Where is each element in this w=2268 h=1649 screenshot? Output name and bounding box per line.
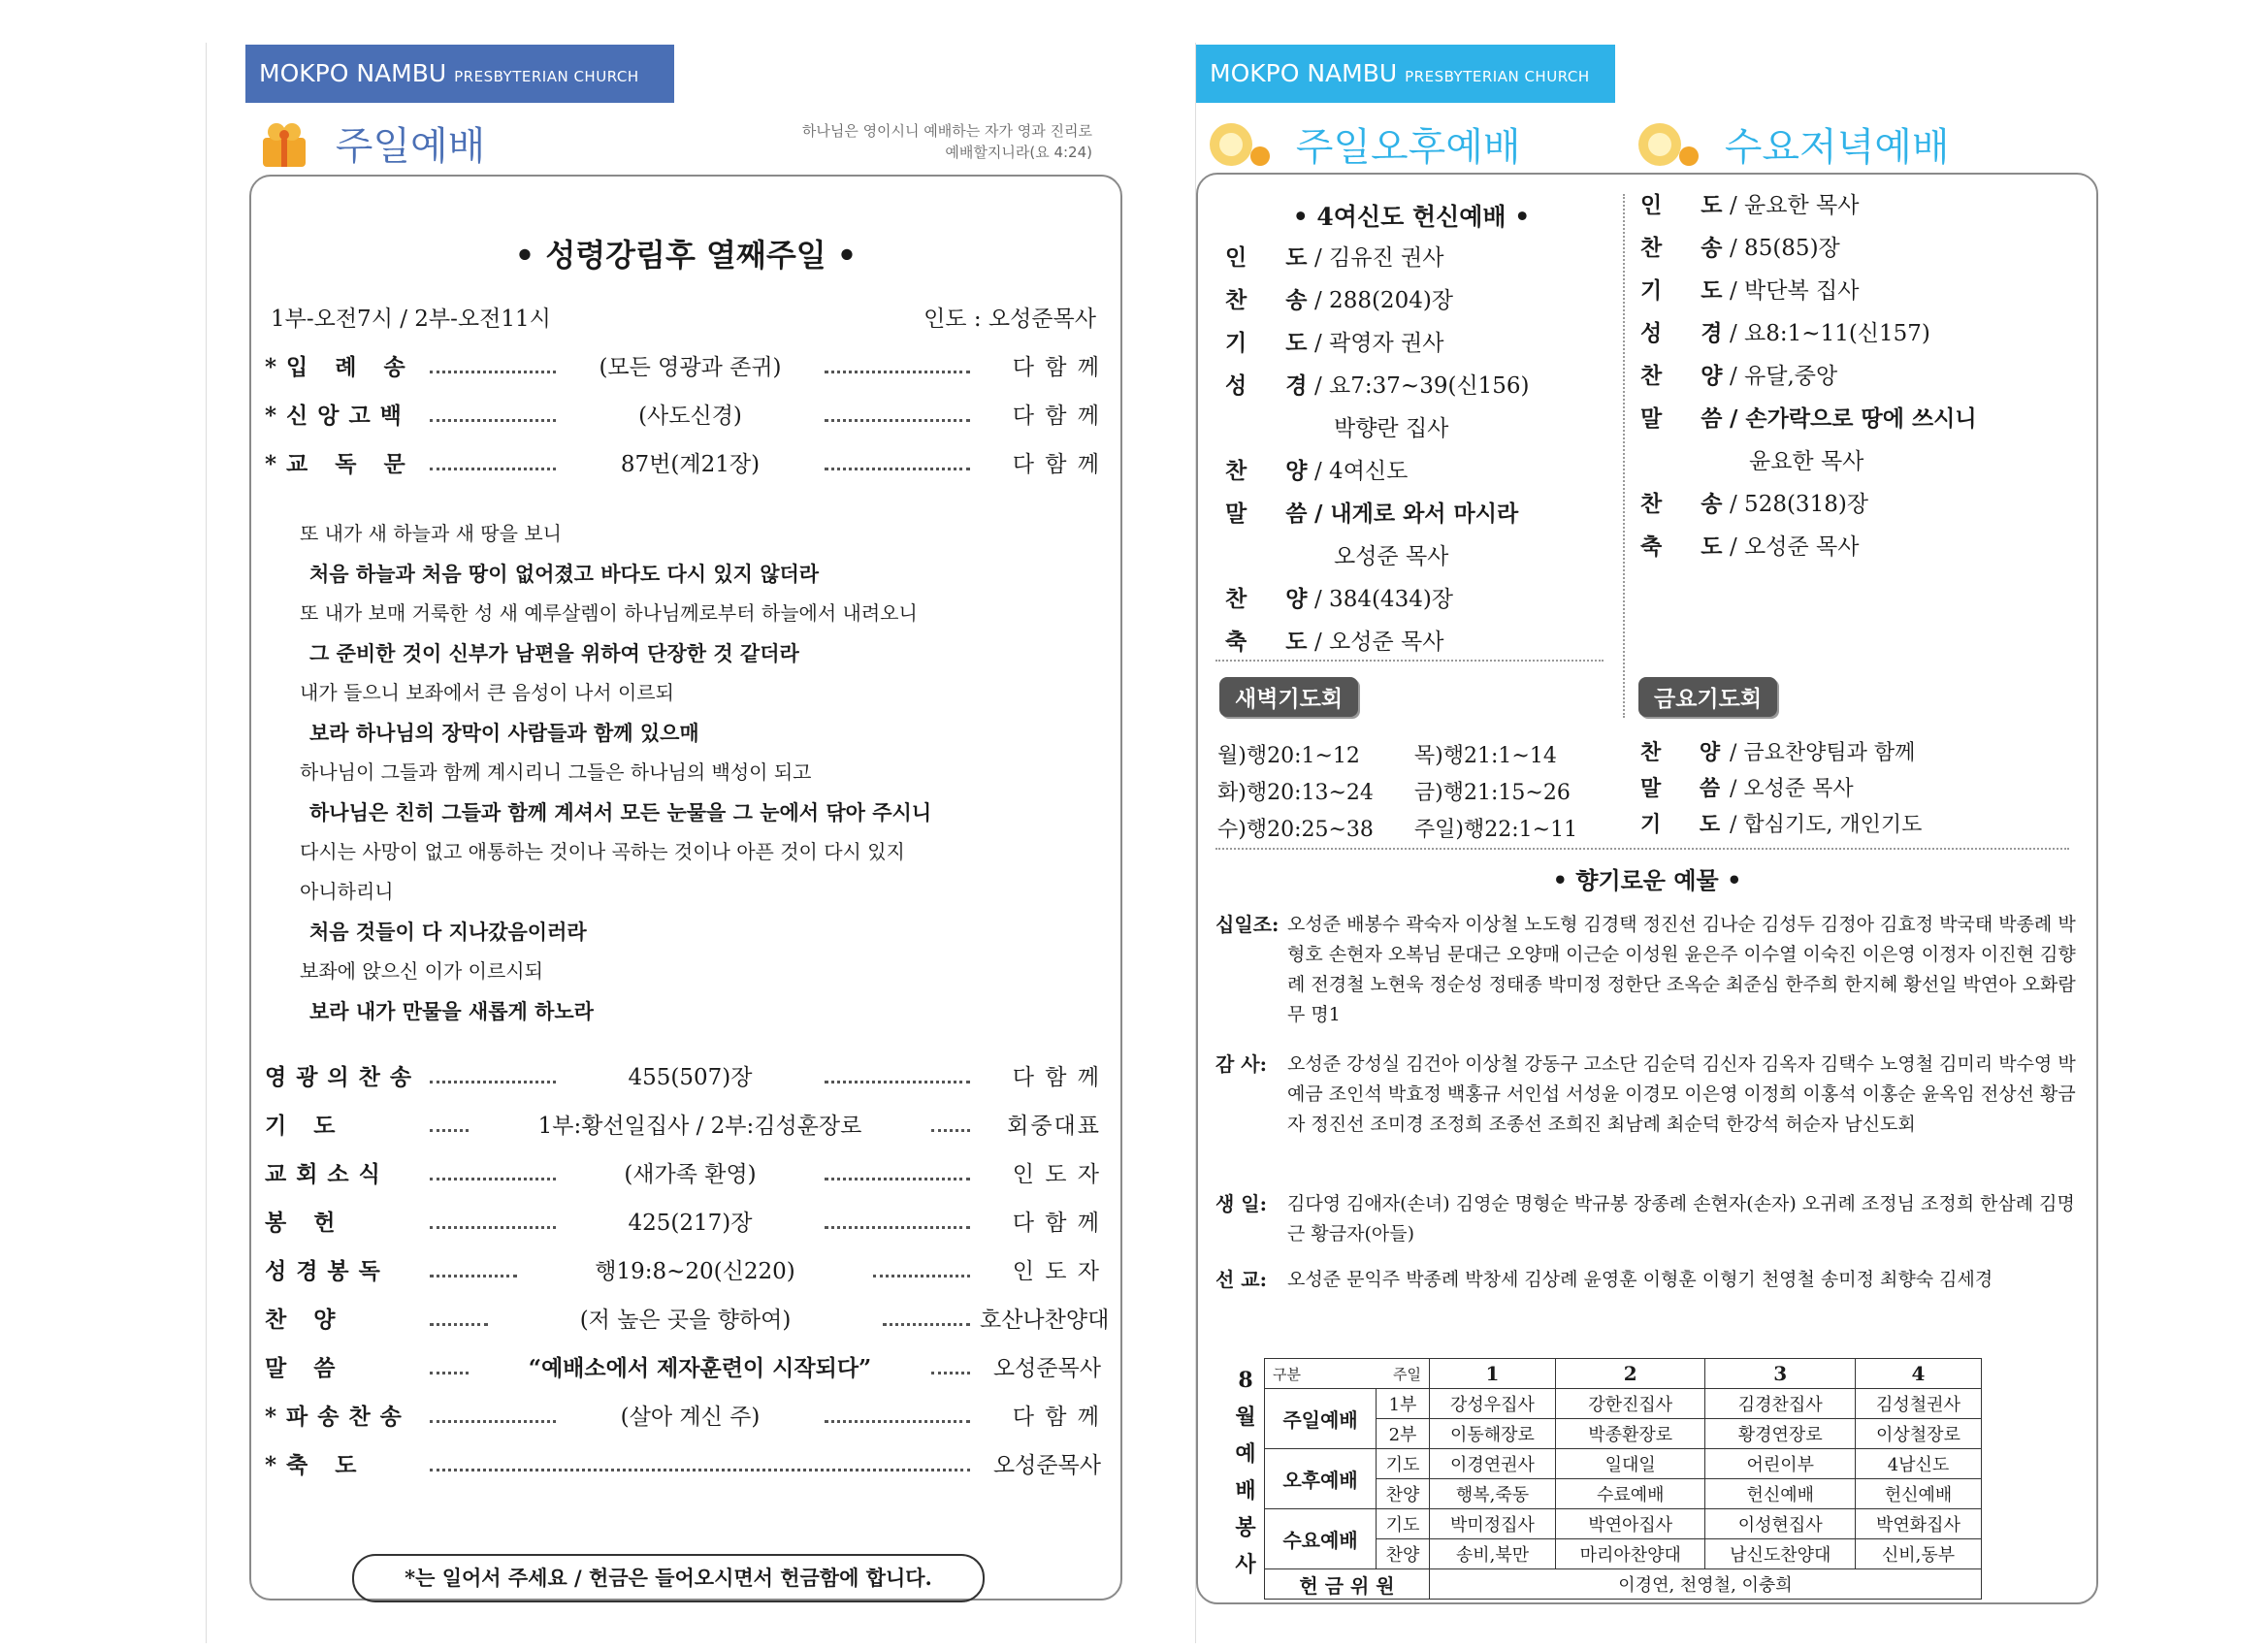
duty-cell: 이성현집사 (1705, 1509, 1856, 1539)
main-title: • 성령강림후 열째주일 • (514, 237, 858, 274)
sub-label: 기도 (1377, 1509, 1430, 1539)
order-line (265, 1249, 1101, 1288)
order-label: 말 씀 (1225, 501, 1323, 527)
reading-line: 하나님이 그들과 함께 계시리니 그들은 하나님의 백성이 되고 (300, 760, 812, 784)
order-value: / 김유진 권사 (1314, 245, 1444, 271)
leader-dots (430, 1261, 517, 1277)
duty-cell: 수료예배 (1555, 1479, 1705, 1509)
bible-verse (802, 120, 1092, 163)
order-row (1640, 227, 1977, 270)
sermon-title: / 손가락으로 땅에 쓰시니 (1730, 405, 1977, 432)
sub-label: 기도 (1377, 1449, 1430, 1479)
worship-order-box (249, 175, 1122, 1600)
committee-members: 이경연, 천영철, 이충희 (1430, 1569, 1982, 1600)
order-label: 말 씀 (1640, 776, 1736, 801)
reading-line: 또 내가 보매 거룩한 성 새 예루살렘이 하나님께로부터 하늘에서 내려오니 (300, 601, 918, 625)
afternoon-order (1225, 237, 1530, 663)
offering-names: 오성준 강성실 김건아 이상철 강동구 고소단 김순덕 김신자 김옥자 김택수 노영철 김미리 박수영 박예금 조인석 박효정 백홍규 서인섭 서성윤 이경모 이은영 이정희 이홍석 이홍순 윤옥임 전상선 황금자 정진선 조미경 조정희 조종선 조희진 최남례 최순덕 한강석 허순자 남신도회 (1287, 1053, 2076, 1135)
order-item: 87번(계21장) (620, 451, 761, 477)
schedule-row (1217, 813, 1616, 848)
order-value: / 윤요한 목사 (1730, 193, 1860, 218)
order-value: / 85(85)장 (1730, 236, 1840, 261)
duty-cell: 이상철장로 (1856, 1419, 1982, 1449)
offering-label: 선 교: (1215, 1268, 1267, 1291)
order-label: 찬 양 (1225, 586, 1323, 612)
order-label: 봉 헌 (265, 1209, 345, 1236)
order-item: 행19:8~20(신220) (595, 1258, 795, 1284)
leader-dots (430, 1212, 556, 1229)
reading-line: 보좌에 앉으신 이가 이르시되 (300, 959, 543, 983)
service-name: 주일예배 (1265, 1389, 1377, 1449)
leader-dots (931, 1116, 970, 1132)
reading-line-response: 보라 내가 만물을 새롭게 하노라 (309, 999, 594, 1023)
order-item: 455(507)장 (628, 1064, 753, 1090)
duty-cell: 이경연권사 (1430, 1449, 1556, 1479)
duty-cell: 김성철권사 (1856, 1389, 1982, 1419)
week-header: 2 (1555, 1359, 1705, 1389)
duty-cell: 어린이부 (1705, 1449, 1856, 1479)
verse-line: 하나님은 영이시니 예배하는 자가 영과 진리로 (801, 122, 1092, 140)
order-label: 영광의찬송 (265, 1063, 422, 1090)
order-who: 회중대표 (1007, 1113, 1101, 1139)
section-title-text: 주일예배 (335, 124, 486, 169)
wednesday-order (1640, 184, 1977, 568)
right-page (1195, 43, 2118, 1643)
reading-line-response: 처음 것들이 다 지나갔음이러라 (309, 920, 587, 944)
order-label: 찬 송 (1225, 287, 1323, 313)
order-row (1640, 270, 1977, 312)
order-label: 교회소식 (265, 1160, 390, 1187)
order-row (1225, 322, 1530, 365)
church-banner (245, 45, 674, 103)
order-label: 찬 양 (1640, 363, 1738, 389)
offering-names: 오성준 배봉수 곽숙자 이상철 노도형 김경택 정진선 김나순 김성두 김정아 김효정 박국태 박종례 박형호 손현자 오복님 문대근 오양매 이근순 이성원 윤은주 이수열 이숙진 이은영 이정자 이진현 김향례 전경철 노현욱 정순성 정태종 박미정 정한단 조옥순 최준심 한주희 한지혜 황선일 박연아 오화람 무 명1 (1287, 914, 2076, 1025)
order-value: 윤요한 목사 (1749, 449, 1864, 474)
offering-label: 십일조: (1215, 913, 1280, 936)
section-title-afternoon (1206, 116, 1521, 181)
offering-mission (1215, 1265, 2079, 1295)
leader-dots (430, 1310, 488, 1326)
gift-icon (255, 116, 313, 180)
duty-cell: 이동해장로 (1430, 1419, 1556, 1449)
order-value: / 오성준 목사 (1730, 777, 1854, 801)
order-line (265, 1201, 1101, 1240)
order-label: *교 독 문 (265, 450, 415, 477)
schedule-cell: 월)행20:1~12 (1217, 744, 1360, 768)
order-item: 1부:황선일집사 / 2부:김성훈장로 (537, 1113, 862, 1139)
order-label: 찬 양 (1640, 740, 1736, 765)
afternoon-subtitle: • 4여신도 헌신예배 • (1292, 203, 1531, 231)
order-row (1640, 483, 1977, 526)
sermon-title: “예배소에서 제자훈련이 시작되다” (528, 1354, 872, 1381)
dawn-schedule (1215, 737, 1618, 850)
order-label: 성 경 (1225, 372, 1323, 399)
order-label: 말 씀 (265, 1354, 345, 1381)
order-who: 오성준목사 (992, 1355, 1101, 1381)
order-value: / 528(318)장 (1730, 492, 1869, 517)
leader-dots (430, 405, 556, 422)
order-label: *파송찬송 (265, 1403, 411, 1430)
reading-line-response: 보라 하나님의 장막이 사람들과 함께 있으매 (309, 721, 699, 745)
banner-subtext: PRESBYTERIAN CHURCH (1405, 68, 1590, 85)
order-line (265, 1346, 1101, 1385)
order-line (265, 1395, 1101, 1434)
table-row (1265, 1509, 1982, 1539)
order-value: / 4여신도 (1314, 459, 1409, 484)
reading-line-response: 하나님은 친히 그들과 함께 계셔서 모든 눈물을 그 눈에서 닦아 주시니 (309, 800, 932, 824)
service-name: 오후예배 (1265, 1449, 1377, 1509)
banner-subtext: PRESBYTERIAN CHURCH (454, 68, 639, 85)
order-label: 인 도 (1640, 192, 1738, 218)
order-row (1225, 493, 1530, 535)
leader-dots (825, 454, 970, 470)
schedule-row (1217, 739, 1616, 774)
left-page (206, 43, 1141, 1643)
duty-cell: 마리아찬양대 (1555, 1539, 1705, 1569)
order-label: 축 도 (1225, 629, 1323, 655)
order-item: 425(217)장 (628, 1210, 753, 1236)
schedule-cell: 목)행21:1~14 (1413, 744, 1557, 768)
order-value: / 288(204)장 (1314, 288, 1454, 313)
leader-dots (931, 1358, 970, 1374)
order-who: 다 함 께 (1012, 1210, 1101, 1236)
service-leader: 인도 : 오성준목사 (923, 307, 1096, 332)
sermon-title: / 내게로 와서 마시라 (1314, 501, 1519, 527)
order-label: 성 경 (1640, 320, 1738, 346)
duty-cell: 4남신도 (1856, 1449, 1982, 1479)
banner-text: MOKPO NAMBU (1210, 59, 1398, 87)
week-header: 4 (1856, 1359, 1982, 1389)
order-row (1225, 535, 1530, 578)
duty-cell: 박연아집사 (1555, 1509, 1705, 1539)
order-row (1225, 450, 1530, 493)
duty-cell: 신비,동부 (1856, 1539, 1982, 1569)
order-label: 기 도 (1640, 277, 1738, 304)
offering-birthday (1215, 1189, 2079, 1249)
order-item: (사도신경) (638, 403, 742, 429)
leader-dots (430, 454, 556, 470)
order-line (265, 1104, 1101, 1143)
column-divider (1623, 194, 1625, 718)
order-row (1225, 365, 1530, 407)
order-label: 성경봉독 (265, 1257, 390, 1284)
duty-cell: 강성우집사 (1430, 1389, 1556, 1419)
order-row (1640, 355, 1977, 398)
leader-dots (825, 405, 970, 422)
order-label: *신앙고백 (265, 402, 411, 429)
duty-cell: 남신도찬양대 (1705, 1539, 1856, 1569)
order-item: (살아 계신 주) (620, 1404, 761, 1430)
order-label: 기 도 (265, 1112, 345, 1139)
order-label: 축 도 (1640, 534, 1738, 560)
leader-dots (883, 1310, 970, 1326)
duty-cell: 박종환장로 (1555, 1419, 1705, 1449)
sub-label: 찬양 (1377, 1479, 1430, 1509)
order-value: / 오성준 목사 (1314, 630, 1444, 655)
sub-label: 2부 (1377, 1419, 1430, 1449)
table-header-row (1265, 1359, 1982, 1389)
serve-side-label: 8월예배봉사 (1235, 1368, 1256, 1577)
order-value: / 곽영자 권사 (1314, 331, 1444, 356)
row-divider (1215, 660, 1604, 662)
order-who: 인 도 자 (1012, 1161, 1101, 1187)
order-item: (새가족 환영) (624, 1161, 757, 1187)
offering-title: • 향기로운 예물 • (1552, 866, 1742, 894)
order-row (1225, 578, 1530, 621)
order-line (265, 1443, 1101, 1482)
order-label: 기 도 (1225, 330, 1323, 356)
offering-label: 감 사: (1215, 1052, 1267, 1076)
order-value: / 합심기도, 개인기도 (1730, 813, 1923, 837)
leader-dots (430, 1164, 556, 1180)
leader-dots (873, 1261, 970, 1277)
reading-line: 다시는 사망이 없고 애통하는 것이나 곡하는 것이나 아픈 것이 다시 있지 (300, 840, 905, 863)
reading-line-response: 그 준비한 것이 신부가 남편을 위하여 단장한 것 같더라 (309, 641, 799, 665)
responsive-reading (300, 514, 1076, 1031)
order-line (265, 1055, 1101, 1094)
table-row (1265, 1389, 1982, 1419)
leader-dots (825, 1406, 970, 1423)
order-who: 다 함 께 (1012, 1404, 1101, 1430)
leader-dots (430, 1116, 469, 1132)
order-label: 찬 송 (1640, 491, 1738, 517)
offering-tithe (1215, 910, 2079, 1030)
schedule-cell: 주일)행22:1~11 (1413, 818, 1578, 842)
order-label: 인 도 (1225, 244, 1323, 271)
table-row (1265, 1569, 1982, 1600)
order-value: / 요8:1~11(신157) (1730, 321, 1930, 346)
order-who: 다 함 께 (1012, 354, 1101, 380)
order-value: 오성준 목사 (1334, 544, 1449, 569)
dawn-prayer-tag: 새벽기도회 (1219, 677, 1358, 717)
offering-names: 오성준 문익주 박종례 박창세 김상례 윤영훈 이형훈 이형기 천영철 송미정 최향숙 김세경 (1287, 1269, 1993, 1290)
time-row (271, 301, 1096, 333)
order-who: 다 함 께 (1012, 403, 1101, 429)
service-name: 수요예배 (1265, 1509, 1377, 1569)
order-line (265, 442, 1101, 481)
order-line (265, 394, 1101, 433)
duty-cell: 헌신예배 (1705, 1479, 1856, 1509)
leader-dots (430, 1067, 556, 1083)
order-who: 호산나찬양대 (980, 1307, 1110, 1333)
order-label: 찬 송 (1640, 235, 1738, 261)
order-row (1640, 807, 1922, 843)
schedule-cell: 금)행21:15~26 (1413, 781, 1571, 805)
leader-dots (825, 1212, 970, 1229)
order-value: / 오성준 목사 (1730, 534, 1860, 560)
order-line (265, 1152, 1101, 1191)
order-row (1640, 312, 1977, 355)
week-header: 3 (1705, 1359, 1856, 1389)
section-title-text: 수요저녁예배 (1724, 125, 1950, 170)
sub-label: 찬양 (1377, 1539, 1430, 1569)
header-week: 주일 (1393, 1365, 1421, 1383)
offering-names: 김다영 김애자(손녀) 김영순 명형순 박규봉 장종례 손현자(손자) 오귀례 조정님 조정희 한삼례 김명근 황금자(아들) (1287, 1193, 2075, 1245)
order-who: 다 함 께 (1012, 1064, 1101, 1090)
friday-order (1640, 735, 1922, 843)
committee-label: 헌 금 위 원 (1265, 1569, 1430, 1600)
order-who: 인 도 자 (1012, 1258, 1101, 1284)
order-who: 다 함 께 (1012, 451, 1101, 477)
order-line (265, 1298, 1110, 1337)
order-row (1640, 184, 1977, 227)
friday-prayer-tag: 금요기도회 (1638, 677, 1777, 717)
schedule-cell: 수)행20:25~38 (1217, 818, 1374, 842)
leader-dots (430, 1406, 556, 1423)
duty-cell: 헌신예배 (1856, 1479, 1982, 1509)
row-divider (1215, 848, 2069, 850)
service-duty-table (1264, 1358, 1982, 1600)
sub-label: 1부 (1377, 1389, 1430, 1419)
reading-line-response: 처음 하늘과 처음 땅이 없어졌고 바다도 다시 있지 않더라 (309, 562, 820, 586)
order-value: / 요7:37~39(신156) (1314, 373, 1530, 399)
service-times: 1부-오전7시 / 2부-오전11시 (271, 307, 551, 332)
standing-notice: *는 일어서 주세요 / 헌금은 들어오시면서 헌금함에 합니다. (352, 1554, 985, 1602)
order-label: 말 씀 (1640, 405, 1738, 432)
order-value: 박향란 집사 (1334, 416, 1449, 441)
reading-line: 또 내가 새 하늘과 새 땅을 보니 (300, 522, 562, 545)
order-item: (저 높은 곳을 향하여) (579, 1307, 792, 1333)
order-line (265, 345, 1101, 384)
order-label: 기 도 (1640, 812, 1736, 837)
order-label: 찬 양 (265, 1306, 345, 1333)
duty-cell: 강한진집사 (1555, 1389, 1705, 1419)
leader-dots (825, 1164, 970, 1180)
reading-line: 아니하리니 (300, 880, 394, 903)
leader-dots (825, 357, 970, 373)
leader-dots (825, 1067, 970, 1083)
order-label: *축 도 (265, 1451, 367, 1478)
church-banner (1196, 45, 1615, 103)
order-row (1640, 440, 1977, 483)
section-title-text: 주일오후예배 (1295, 125, 1521, 170)
order-row (1640, 398, 1977, 440)
order-value: / 박단복 집사 (1730, 278, 1860, 304)
order-item: (모든 영광과 존귀) (599, 354, 782, 380)
header-gubun: 구분 (1273, 1365, 1301, 1383)
leader-dots (430, 1455, 970, 1471)
verse-line: 예배할지니라(요 4:24) (945, 144, 1092, 161)
leader-dots (430, 1358, 469, 1374)
duty-cell: 박미정집사 (1430, 1509, 1556, 1539)
order-row (1640, 771, 1922, 807)
duty-cell: 김경찬집사 (1705, 1389, 1856, 1419)
header-corner (1265, 1359, 1430, 1389)
order-row (1225, 621, 1530, 663)
schedule-cell: 화)행20:13~24 (1217, 781, 1374, 805)
section-title-wednesday (1635, 116, 1950, 181)
week-header: 1 (1430, 1359, 1556, 1389)
offering-thanks (1215, 1050, 2079, 1140)
order-value: / 유달,중앙 (1730, 364, 1838, 389)
table-row (1265, 1449, 1982, 1479)
order-row (1225, 407, 1530, 450)
order-value: / 384(434)장 (1314, 587, 1454, 612)
duty-cell: 송비,북만 (1430, 1539, 1556, 1569)
leader-dots (430, 357, 556, 373)
schedule-row (1217, 776, 1616, 811)
duty-cell: 황경연장로 (1705, 1419, 1856, 1449)
banner-text: MOKPO NAMBU (259, 59, 447, 87)
order-row (1225, 237, 1530, 279)
order-row (1640, 735, 1922, 771)
order-row (1225, 279, 1530, 322)
order-who: 오성준목사 (992, 1452, 1101, 1478)
section-title (255, 115, 485, 180)
reading-line: 내가 들으니 보좌에서 큰 음성이 나서 이르되 (300, 681, 674, 704)
order-label: 찬 양 (1225, 458, 1323, 484)
duty-cell: 행복,죽동 (1430, 1479, 1556, 1509)
order-label: *입 례 송 (265, 353, 415, 380)
order-value: / 금요찬양팀과 함께 (1730, 741, 1916, 765)
duty-cell: 박연화집사 (1856, 1509, 1982, 1539)
duty-cell: 일대일 (1555, 1449, 1705, 1479)
order-row (1640, 526, 1977, 568)
offering-label: 생 일: (1215, 1192, 1267, 1215)
